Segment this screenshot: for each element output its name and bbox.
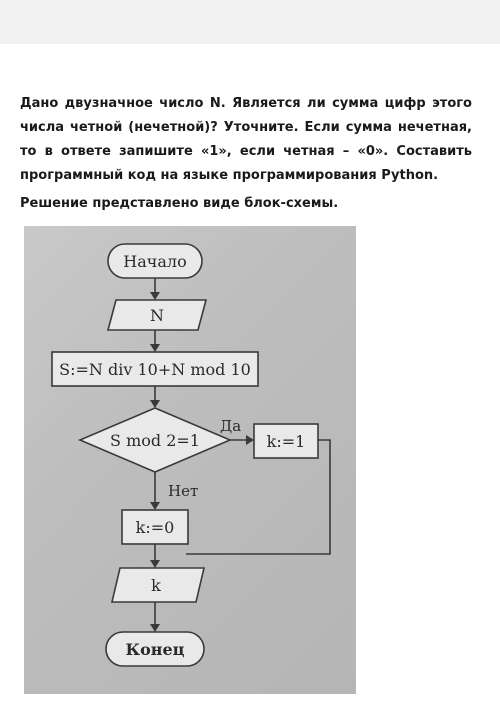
task-text: Дано двузначное число N. Является ли сумма цифр этого числа четной (нечетной)? Уточните. Если сумма нечетная, то в ответе запишите «1», если четная – «0». Составить программный код на языке программирования Python. (20, 96, 472, 183)
yes-action-label: k:=1 (266, 432, 306, 451)
arrow-down-icon (150, 400, 160, 408)
flowchart-diagram (24, 226, 356, 694)
arrow-down-icon (150, 344, 160, 352)
no-label: Нет (168, 482, 199, 500)
no-action-label: k:=0 (135, 518, 175, 537)
output-label: k (151, 576, 161, 595)
input-label: N (150, 306, 164, 325)
process-label: S:=N div 10+N mod 10 (59, 360, 251, 379)
yes-label: Да (220, 417, 242, 435)
arrow-down-icon (150, 560, 160, 568)
arrow-right-icon (246, 435, 254, 445)
arrow-down-icon (150, 624, 160, 632)
solution-text: Решение представлено виде блок-схемы. (20, 196, 339, 211)
end-label: Конец (125, 640, 185, 659)
decision-label: S mod 2=1 (110, 431, 200, 450)
start-label: Начало (123, 252, 187, 271)
flowchart-photo (24, 226, 356, 694)
arrow-down-icon (150, 502, 160, 510)
top-band (0, 0, 500, 44)
arrow-down-icon (150, 292, 160, 300)
